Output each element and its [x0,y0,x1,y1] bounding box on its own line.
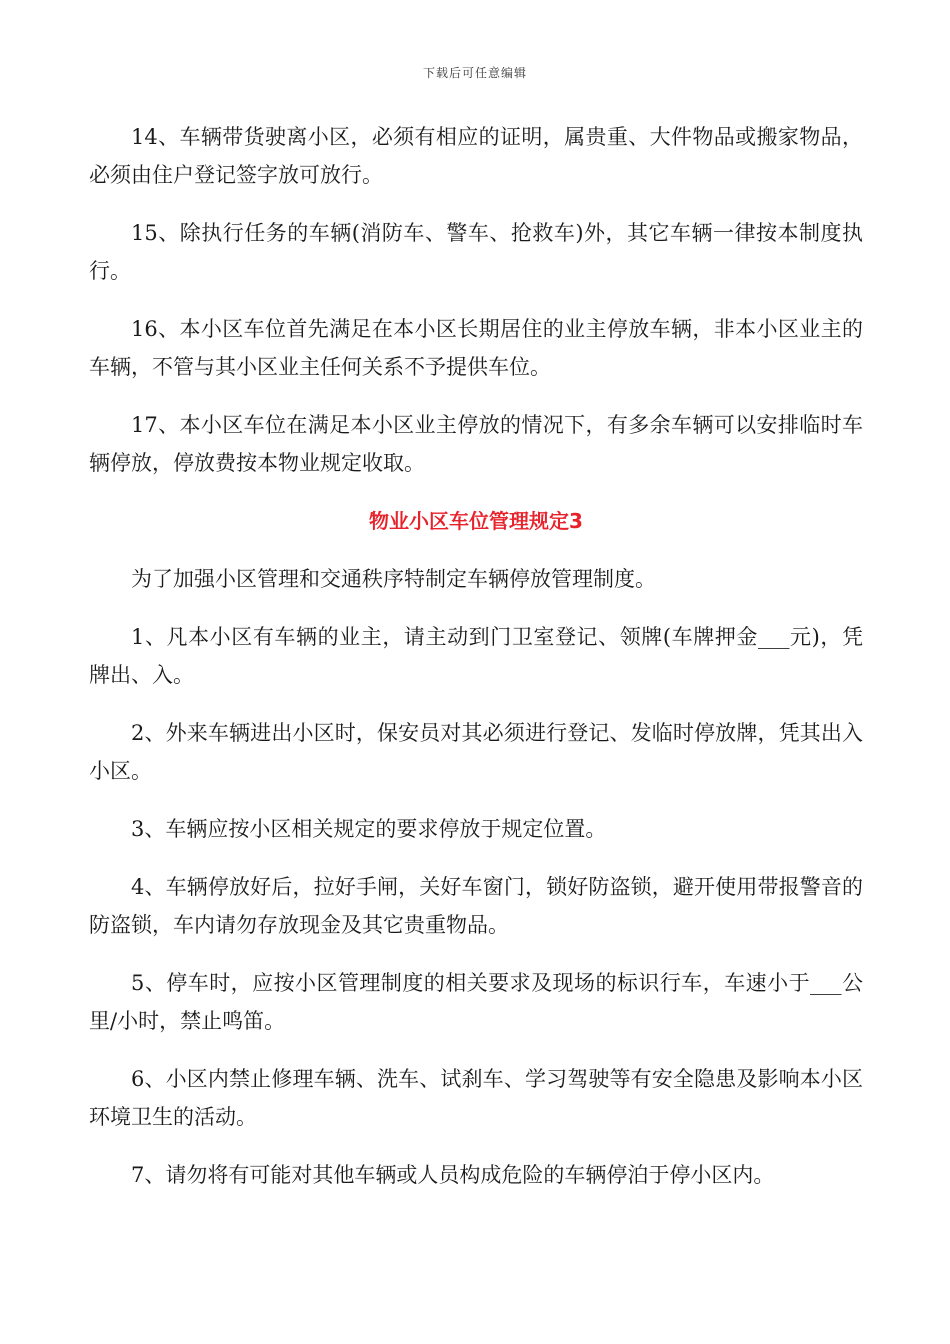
paragraph-14: 14、车辆带货驶离小区，必须有相应的证明，属贵重、大件物品或搬家物品，必须由住户登记签字放可放行。 [89,125,863,187]
rule-5: 5、停车时，应按小区管理制度的相关要求及现场的标识行车，车速小于___公里/小时，禁止鸣笛。 [89,971,863,1033]
paragraph-16: 16、本小区车位首先满足在本小区长期居住的业主停放车辆，非本小区业主的车辆，不管与其小区业主任何关系不予提供车位。 [89,317,863,379]
rule-7: 7、请勿将有可能对其他车辆或人员构成危险的车辆停泊于停小区内。 [131,1163,775,1187]
section-title: 物业小区车位管理规定3 [369,509,583,533]
rule-6: 6、小区内禁止修理车辆、洗车、试刹车、学习驾驶等有安全隐患及影响本小区环境卫生的活动。 [89,1067,863,1129]
paragraph-17: 17、本小区车位在满足本小区业主停放的情况下，有多余车辆可以安排临时车辆停放，停放费按本物业规定收取。 [89,413,863,475]
page-header: 下载后可任意编辑 [422,66,527,80]
document-body [89,118,863,1214]
rule-3: 3、车辆应按小区相关规定的要求停放于规定位置。 [131,817,607,841]
paragraph-15: 15、除执行任务的车辆(消防车、警车、抢救车)外，其它车辆一律按本制度执行。 [89,221,863,283]
rule-1: 1、凡本小区有车辆的业主，请主动到门卫室登记、领牌(车牌押金___元)，凭牌出、入。 [89,625,863,687]
rule-4: 4、车辆停放好后，拉好手闸，关好车窗门，锁好防盗锁，避开使用带报警音的防盗锁，车内请勿存放现金及其它贵重物品。 [89,875,863,937]
intro-paragraph: 为了加强小区管理和交通秩序特制定车辆停放管理制度。 [131,567,656,591]
rule-2: 2、外来车辆进出小区时，保安员对其必须进行登记、发临时停放牌，凭其出入小区。 [89,721,863,783]
